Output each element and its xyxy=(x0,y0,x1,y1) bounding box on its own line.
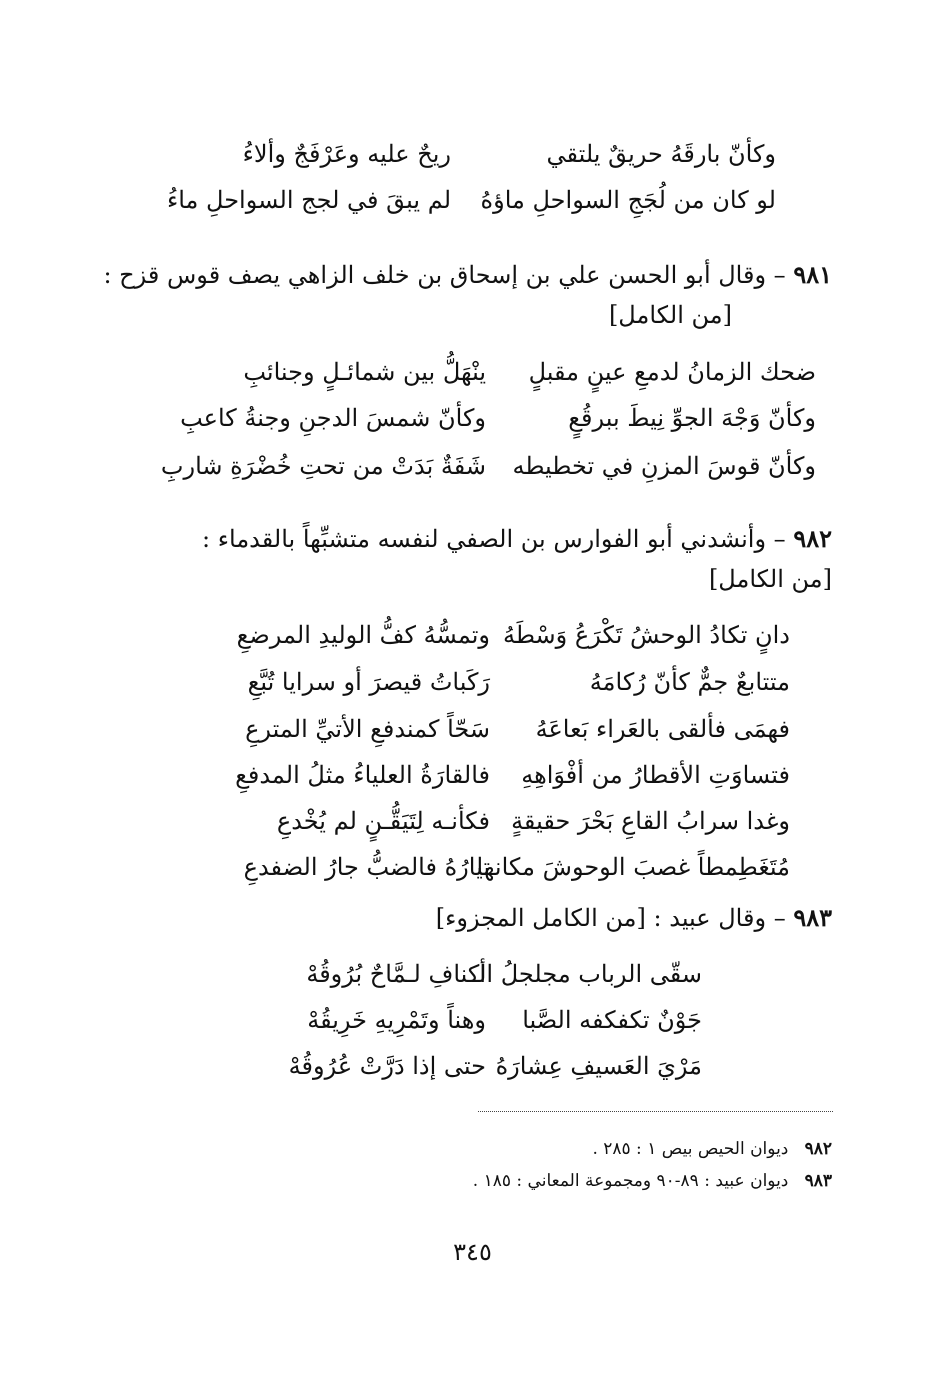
verse-line xyxy=(190,615,790,655)
verse-second-hemistich: وهناً وتَمْرِيهِ خَرِيقُهْ xyxy=(307,1006,486,1034)
verse-line xyxy=(141,134,776,174)
verse-line xyxy=(301,954,702,994)
verse-second-hemistich: وكأنّ شمسَ الدجنِ وجنةُ كاعبِ xyxy=(180,404,486,432)
verse-second-hemistich: ينْهَلُّ بين شمائـلٍ وجنائبِ xyxy=(243,358,486,386)
verse-second-hemistich: وتمسُّهُ كفُّ الوليدِ المرضعِ xyxy=(236,621,490,649)
verse-second-hemistich: فالقارَةُ العلياءُ مثلُ المدفعِ xyxy=(235,761,490,789)
verse-first-hemistich: ضحك الزمانُ لدمعِ عينٍ مقبلٍ xyxy=(528,358,816,386)
footnote-text: ديوان عبيد : ٨٩-٩٠ ومجموعة المعاني : ١٨٥ . xyxy=(472,1171,789,1191)
footnote-number: ٩٨٣ xyxy=(804,1171,832,1191)
footnote xyxy=(473,1168,832,1194)
verse-first-hemistich: وكأنّ قوسَ المزنِ في تخطيطه xyxy=(512,452,816,480)
footnote-number: ٩٨٢ xyxy=(804,1139,832,1159)
meter-label: [من الكامل] xyxy=(608,301,732,329)
verse-first-hemistich: وكأنّ وَجْهَ الجوِّ نِيطَ ببرقُعٍ xyxy=(568,404,816,432)
verse-second-hemistich: حتى إذا دَرَّتْ عُرُوقُهْ xyxy=(288,1052,486,1080)
verse-first-hemistich: وغدا سرابُ القاعِ بَحْرَ حقيقةٍ xyxy=(511,807,790,835)
footnote xyxy=(592,1136,832,1162)
verse-second-hemistich: ريحٌ عليه وعَرْفَجٌ وألاءُ xyxy=(242,140,451,168)
verse-first-hemistich: جَوْنٌ تكفكفه الصَّبا xyxy=(522,1006,702,1034)
section-intro-text: – وقال أبو الحسن علي بن إسحاق بن خلف الزاهي يصف قوس قزح : xyxy=(103,261,786,289)
verse-first-hemistich: مُتَغَطِمطاً غصبَ الوحوشَ مكانها xyxy=(476,853,790,881)
verse-line xyxy=(166,352,816,392)
section-number: ٩٨٢ xyxy=(793,524,832,553)
meter-label: [من الكامل المجزوء] xyxy=(435,904,646,932)
verse-first-hemistich: دانٍ تكادُ الوحشُ تَكْرَعُ وَسْطَهُ xyxy=(503,621,790,649)
verse-line xyxy=(190,755,790,795)
verse-line xyxy=(288,1046,702,1086)
verse-line xyxy=(166,398,816,438)
verse-line xyxy=(190,847,790,887)
verse-second-hemistich: تيارُهُ فالضبُّ جارُ الضفدعِ xyxy=(243,853,490,881)
verse-line xyxy=(190,662,790,702)
footnote-divider xyxy=(478,1111,833,1112)
verse-line xyxy=(301,1000,702,1040)
verse-second-hemistich: أكنافِ لـمَّاحٌ بُرُوقُهْ xyxy=(306,960,486,988)
verse-first-hemistich: مَرْيَ العَسيفِ عِشارَهُ xyxy=(495,1052,702,1080)
section-number: ٩٨١ xyxy=(793,260,832,289)
section-heading-981 xyxy=(103,255,832,335)
verse-second-hemistich: فكأنـه لِتَيَقُّـنٍ لم يُخْدعِ xyxy=(276,807,490,835)
verse-line xyxy=(141,180,776,220)
verse-second-hemistich: سَحّاً كمندفعِ الأتيِّ المترعِ xyxy=(245,715,490,743)
verse-line xyxy=(190,801,790,841)
verse-first-hemistich: وكأنّ بارقَهُ حريقٌ يلتقي xyxy=(546,140,776,168)
verse-first-hemistich: فهمَى فألقى بالعَراء بَعاعَهُ xyxy=(535,715,790,743)
section-heading-982 xyxy=(160,519,832,599)
page-number: ٣٤٥ xyxy=(453,1238,492,1266)
verse-line xyxy=(160,446,816,486)
section-intro-text: – وأنشدني أبو الفوارس بن الصفي لنفسه متشبِّهاً بالقدماء : xyxy=(202,525,786,553)
section-number: ٩٨٣ xyxy=(793,903,832,932)
verse-line xyxy=(190,709,790,749)
verse-first-hemistich: لو كان من لُجَجِ السواحلِ ماؤهُ xyxy=(480,186,776,214)
meter-label: [من الكامل] xyxy=(708,565,832,593)
verse-second-hemistich: شَفَةٌ بَدَتْ من تحتِ خُضْرَةِ شاربِ xyxy=(160,452,486,480)
verse-second-hemistich: رَكَباتُ قيصرَ أو سرايا تُبَّعِ xyxy=(247,668,490,696)
verse-first-hemistich: فتساوَتِ الأقطارُ من أفْوَاهِهِ xyxy=(521,761,790,789)
verse-first-hemistich: سقّى الرباب مجلجلُ الـ xyxy=(472,960,702,988)
verse-first-hemistich: متتابعٌ جمٌّ كأنّ رُكامَهُ xyxy=(589,668,790,696)
section-heading-983 xyxy=(160,898,832,938)
verse-second-hemistich: لم يبقَ في لجج السواحلِ ماءُ xyxy=(166,186,451,214)
footnote-text: ديوان الحيص بيص ١ : ٢٨٥ . xyxy=(592,1139,789,1159)
section-intro-text: – وقال عبيد : xyxy=(653,904,786,932)
